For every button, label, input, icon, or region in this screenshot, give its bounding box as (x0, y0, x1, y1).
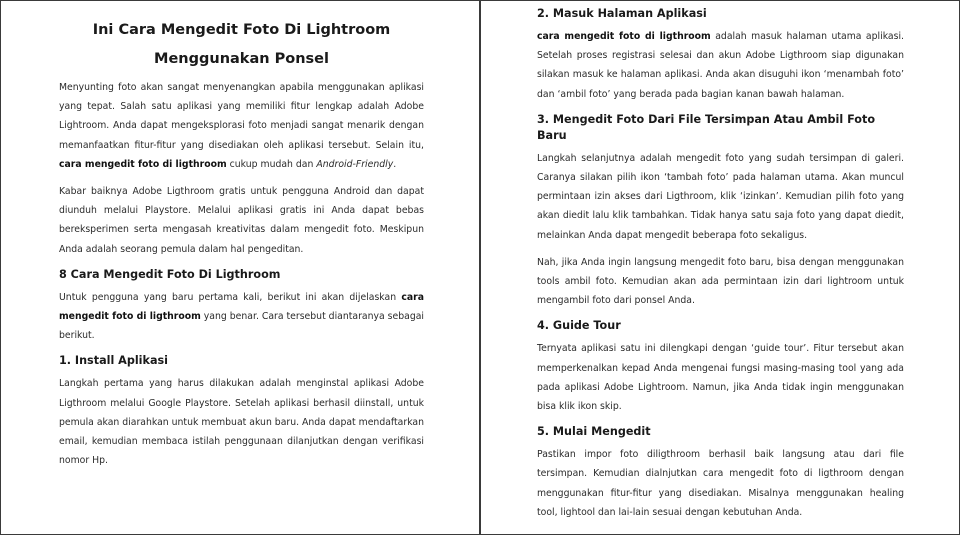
intro-keyword: cara mengedit foto di ligthroom (59, 158, 227, 170)
step5-heading: 5. Mulai Mengedit (537, 425, 651, 439)
section-heading: 8 Cara Mengedit Foto Di Ligthroom (59, 267, 281, 281)
section-paragraph: Untuk pengguna yang baru pertama kali, berikut ini akan dijelaskan cara mengedit foto di ligthroom yang benar. Cara tersebut diantaranya sebagai berikut. (59, 291, 425, 342)
step4-heading: 4. Guide Tour (537, 319, 621, 333)
step2-keyword: cara mengedit foto di ligthroom (537, 31, 711, 42)
article-title: Ini Cara Mengedit Foto Di Lightroom Menggunakan Ponsel (92, 22, 391, 67)
step1-heading: 1. Install Aplikasi (59, 354, 168, 368)
step3-heading: 3. Mengedit Foto Dari File Tersimpan Atau Ambil Foto Baru (537, 112, 876, 142)
intro-paragraph-1: Menyunting foto akan sangat menyenangkan apabila menggunakan aplikasi yang tepat. Salah satu aplikasi yang memiliki fitur lengkap adalah Adobe Lightroom. Anda dapat mengeksplorasi foto menjadi sangat menarik dengan memanfaatkan fitur-fitur yang disediakan oleh aplikasi tersebut. Selain itu, cara mengedit foto di ligthroom cukup mudah dan Android-Friendly. (59, 82, 424, 170)
step2-paragraph: cara mengedit foto di ligthroom adalah masuk halaman utama aplikasi. Setelah proses registrasi selesai dan akun Adobe Ligthroom siap digunakan silakan masuk ke halaman aplikasi. Anda akan disuguhi ikon ‘menambah foto’ dan ‘ambil foto’ yang berada pada bagian kanan bawah halaman. (537, 31, 904, 100)
intro-italic: Android-Friendly (316, 158, 394, 170)
step3-paragraph-1: Langkah selanjutnya adalah mengedit foto yang sudah tersimpan di galeri. Caranya silakan pilih ikon ‘tambah foto’ pada halaman utama. Akan muncul permintaan izin akses dari Ligthroom, klik ‘izinkan’. Kemudian pilih foto yang akan diedit lalu klik tambahkan. Tidak hanya satu saja foto yang dapat diedit, melainkan Anda dapat mengedit beberapa foto sekaligus. (537, 152, 904, 241)
step1-paragraph: Langkah pertama yang harus dilakukan adalah menginstal aplikasi Adobe Ligthroom melalui Google Playstore. Setelah aplikasi berhasil diinstall, untuk pemula akan diarahkan untuk membuat akun baru. Anda dapat mendaftarkan email, kemudian membaca istilah penggunaan dilanjutkan dengan verifikasi nomor Hp. (59, 378, 424, 467)
intro-paragraph-2: Kabar baiknya Adobe Ligthroom gratis untuk pengguna Android dan dapat diunduh melalui Playstore. Melalui aplikasi gratis ini Anda dapat bebas bereksperimen serta mengasah kreativitas dalam mengedit foto. Meskipun Anda adalah seorang pemula dalam hal pengeditan. (59, 186, 424, 255)
left-page (1, 1, 479, 534)
step4-paragraph: Ternyata aplikasi satu ini dilengkapi dengan ‘guide tour’. Fitur tersebut akan memperkenalkan kepad Anda mengenai fungsi masing-masing tool yang ada pada aplikasi Adobe Lightroom. Namun, jika Anda tidak ingin menggunakan bisa klik ikon skip. (537, 343, 904, 413)
step5-paragraph: Pastikan impor foto diligthroom berhasil baik langsung atau dari file tersimpan. Kemudian dialnjutkan cara mengedit foto di ligthroom dengan menggunakan fitur-fitur yang disediakan. Misalnya menggunakan healing tool, lightool dan lai-lain sesuai dengan kebutuhan Anda. (537, 449, 904, 518)
section-keyword: cara mengedit foto di ligthroom (59, 291, 424, 323)
right-page (481, 1, 959, 534)
step2-heading: 2. Masuk Halaman Aplikasi (537, 7, 707, 20)
step3-paragraph-2: Nah, jika Anda ingin langsung mengedit foto baru, bisa dengan menggunakan tools ambil foto. Kemudian akan ada permintaan izin dari lightroom untuk mengambil foto dari ponsel Anda. (537, 256, 904, 307)
